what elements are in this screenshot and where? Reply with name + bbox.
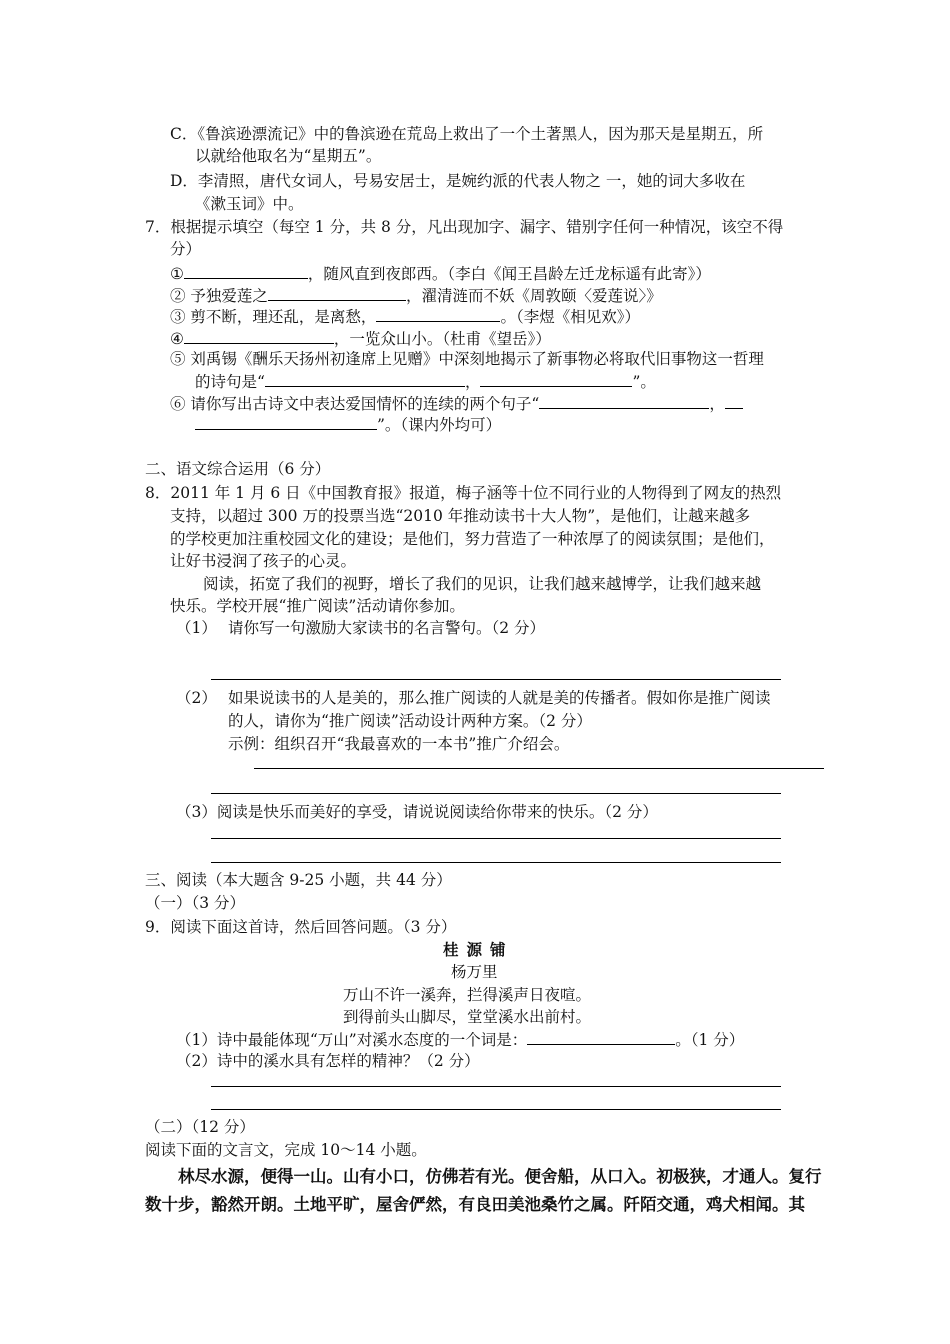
q7-item-4 bbox=[170, 328, 551, 349]
q7-item-4-number: ④ bbox=[170, 330, 184, 348]
q8-sub2-text-line1: 如果说读书的人是美的，那么推广阅读的人就是美的传播者。假如你是推广阅读 bbox=[228, 689, 771, 707]
q7-item-2-text-after: ，濯清涟而不妖《周敦颐〈爱莲说〉》 bbox=[405, 287, 662, 305]
q7-item-6-text-before: ⑥ 请你写出古诗文中表达爱国情怀的连续的两个句子“ bbox=[170, 395, 540, 413]
q7-item-3-blank[interactable] bbox=[376, 306, 500, 322]
q7-item-3 bbox=[170, 306, 640, 327]
q9-sub1-score: 。（1 分） bbox=[675, 1031, 745, 1049]
q9-sub1 bbox=[176, 1029, 744, 1050]
q6-option-c-line1: C．《鲁滨逊漂流记》中的鲁滨逊在荒岛上救出了一个土著黑人，因为那天是星期五，所 bbox=[170, 125, 764, 143]
q7-item-4-blank[interactable] bbox=[184, 328, 334, 344]
part-1-heading: （一）（3 分） bbox=[145, 894, 246, 912]
q7-item-1 bbox=[170, 263, 711, 284]
q8-sub3-text: （3）阅读是快乐而美好的享受，请说说阅读给你带来的快乐。（2 分） bbox=[176, 803, 658, 821]
q7-item-2-blank[interactable] bbox=[268, 285, 406, 301]
poem-title: 桂源铺 bbox=[443, 940, 514, 959]
q8-passage-line5: 阅读，拓宽了我们的视野，增长了我们的见识，让我们越来越博学，让我们越来越 bbox=[203, 575, 762, 593]
poem-line-1: 万山不许一溪奔，拦得溪声日夜喧。 bbox=[343, 986, 592, 1004]
q7-item-6-line2 bbox=[195, 414, 501, 435]
q7-item-2 bbox=[170, 285, 662, 306]
section-3-heading: 三、阅读（本大题含 9-25 小题，共 44 分） bbox=[145, 871, 452, 889]
q9-heading: 9．阅读下面这首诗，然后回答问题。（3 分） bbox=[145, 918, 457, 936]
poem-author: 杨万里 bbox=[451, 963, 498, 981]
q7-item-5-line2 bbox=[195, 371, 656, 392]
q6-option-c-line2: 以就给他取名为“星期五”。 bbox=[195, 147, 382, 165]
q9-sub2: （2）诗中的溪水具有怎样的精神？（2 分） bbox=[176, 1052, 480, 1070]
q7-item-5-blank-2[interactable] bbox=[480, 371, 632, 387]
q7-item-1-blank[interactable] bbox=[184, 263, 308, 279]
part-2-heading: （二）（12 分） bbox=[145, 1118, 255, 1136]
q7-item-5-blank-1[interactable] bbox=[265, 371, 465, 387]
classical-prose-line-1: 林尽水源，便得一山。山有小口，仿佛若有光。便舍船，从口入。初极狭，才通人。复行 bbox=[178, 1167, 822, 1186]
q7-item-5-line1: ⑤ 刘禹锡《酬乐天扬州初逢席上见赠》中深刻地揭示了新事物必将取代旧事物这一哲理 bbox=[170, 350, 764, 368]
q7-item-6-blank-1[interactable] bbox=[539, 393, 709, 409]
q9-sub2-answer-line-2[interactable] bbox=[211, 1109, 781, 1110]
part-2-intro: 阅读下面的文言文，完成 10～14 小题。 bbox=[145, 1141, 427, 1159]
q7-item-2-text-before: ② 予独爱莲之 bbox=[170, 287, 268, 305]
q7-item-6-line1 bbox=[170, 393, 743, 414]
q8-sub3-answer-line-2[interactable] bbox=[211, 862, 781, 863]
q6-option-d-line2: 《漱玉词》中。 bbox=[195, 195, 304, 213]
q7-heading-line1: 7．根据提示填空（每空 1 分，共 8 分，凡出现加字、漏字、错别字任何一种情况，该空不得 bbox=[145, 218, 784, 236]
q7-item-3-text-after: 。（李煜《相见欢》） bbox=[500, 308, 640, 326]
q9-sub2-answer-line-1[interactable] bbox=[211, 1086, 781, 1087]
q9-sub1-blank[interactable] bbox=[527, 1029, 675, 1045]
q8-sub1-answer-line[interactable] bbox=[211, 679, 781, 680]
section-2-heading: 二、语文综合运用（6 分） bbox=[145, 460, 331, 478]
q8-passage-line6: 快乐。学校开展“推广阅读”活动请你参加。 bbox=[170, 597, 465, 615]
q8-sub3-answer-line-1[interactable] bbox=[211, 838, 781, 839]
q7-item-1-text: ，随风直到夜郎西。（李白《闻王昌龄左迁龙标遥有此寄》） bbox=[307, 265, 711, 283]
q9-sub1-text: （1）诗中最能体现“万山”对溪水态度的一个词是： bbox=[176, 1031, 528, 1049]
q7-item-6-comma: ， bbox=[709, 395, 725, 413]
q7-item-6-text-after: ”。（课内外均可） bbox=[377, 416, 502, 434]
q8-passage-line3: 的学校更加注重校园文化的建设；是他们，努力营造了一种浓厚了的阅读氛围；是他们， bbox=[170, 530, 775, 548]
q8-sub2-answer-line-1[interactable] bbox=[254, 768, 824, 769]
q8-passage-line2: 支持，以超过 300 万的投票当选“2010 年推动读书十大人物”，是他们，让越来越多 bbox=[170, 507, 751, 525]
q7-item-3-text-before: ③ 剪不断，理还乱，是离愁， bbox=[170, 308, 377, 326]
classical-prose-line-2: 数十步，豁然开朗。土地平旷，屋舍俨然，有良田美池桑竹之属。阡陌交通，鸡犬相闻。其 bbox=[145, 1195, 805, 1214]
q7-item-5-comma: ， bbox=[464, 373, 481, 391]
q8-sub2-example: 示例：组织召开“我最喜欢的一本书”推广介绍会。 bbox=[228, 735, 570, 753]
q7-item-6-blank-1-tail bbox=[725, 393, 743, 409]
q8-sub2-answer-line-2[interactable] bbox=[211, 793, 781, 794]
q7-item-6-blank-2[interactable] bbox=[195, 414, 377, 430]
q7-item-5-text-after: ”。 bbox=[632, 373, 656, 391]
q8-passage-line1: 8．2011 年 1 月 6 日《中国教育报》报道，梅子涵等十位不同行业的人物得到了网友的热烈 bbox=[145, 484, 782, 502]
q7-item-1-number: ① bbox=[170, 265, 184, 283]
q7-item-5-text-before: 的诗句是“ bbox=[195, 373, 265, 391]
q8-sub2-number: （2） bbox=[176, 689, 217, 707]
q8-sub1-number: （1） bbox=[176, 619, 217, 637]
q8-passage-line4: 让好书浸润了孩子的心灵。 bbox=[170, 552, 357, 570]
q6-option-d-line1: D．李清照，唐代女词人，号易安居士，是婉约派的代表人物之 一，她的词大多收在 bbox=[170, 172, 746, 190]
q8-sub1-text: 请你写一句激励大家读书的名言警句。（2 分） bbox=[228, 619, 546, 637]
q8-sub2-text-line2: 的人，请你为“推广阅读”活动设计两种方案。（2 分） bbox=[228, 712, 592, 730]
q7-item-4-text: ，一览众山小。（杜甫《望岳》） bbox=[333, 330, 551, 348]
poem-line-2: 到得前头山脚尽，堂堂溪水出前村。 bbox=[343, 1008, 592, 1026]
q7-heading-line2: 分） bbox=[170, 240, 202, 258]
